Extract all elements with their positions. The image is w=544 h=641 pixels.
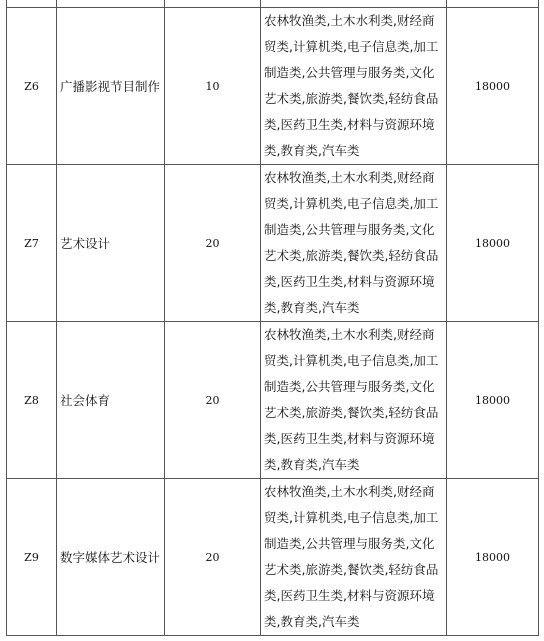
tuition-fee: 18000 [447,479,539,636]
table-cell [165,0,261,8]
table-cell [7,0,57,8]
enrollment-number: 20 [165,322,261,479]
enrollment-number: 20 [165,165,261,322]
enrollment-number: 10 [165,8,261,165]
table-row-partial [7,0,539,8]
major-name: 数字媒体艺术设计 [57,479,165,636]
tuition-fee: 18000 [447,8,539,165]
table-row [7,479,539,636]
major-code: Z9 [7,479,57,636]
major-name: 社会体育 [57,322,165,479]
tuition-fee: 18000 [447,322,539,479]
table-cell [57,0,165,8]
table-cell [261,0,447,8]
eligible-categories: 农林牧渔类,土木水利类,财经商贸类,计算机类,电子信息类,加工制造类,公共管理与服务类,文化艺术类,旅游类,餐饮类,轻纺食品类,医药卫生类,材料与资源环境类,教育类,汽车类 [261,8,447,165]
table-row [7,165,539,322]
table-row [7,8,539,165]
major-code: Z6 [7,8,57,165]
eligible-categories: 农林牧渔类,土木水利类,财经商贸类,计算机类,电子信息类,加工制造类,公共管理与服务类,文化艺术类,旅游类,餐饮类,轻纺食品类,医药卫生类,材料与资源环境类,教育类,汽车类 [261,322,447,479]
table-cell [447,0,539,8]
major-name: 艺术设计 [57,165,165,322]
table-row [7,322,539,479]
eligible-categories: 农林牧渔类,土木水利类,财经商贸类,计算机类,电子信息类,加工制造类,公共管理与服务类,文化艺术类,旅游类,餐饮类,轻纺食品类,医药卫生类,材料与资源环境类,教育类,汽车类 [261,479,447,636]
major-code: Z8 [7,322,57,479]
tuition-fee: 18000 [447,165,539,322]
eligible-categories: 农林牧渔类,土木水利类,财经商贸类,计算机类,电子信息类,加工制造类,公共管理与服务类,文化艺术类,旅游类,餐饮类,轻纺食品类,医药卫生类,材料与资源环境类,教育类,汽车类 [261,165,447,322]
major-name: 广播影视节目制作 [57,8,165,165]
enrollment-number: 20 [165,479,261,636]
major-code: Z7 [7,165,57,322]
enrollment-table [6,0,539,636]
